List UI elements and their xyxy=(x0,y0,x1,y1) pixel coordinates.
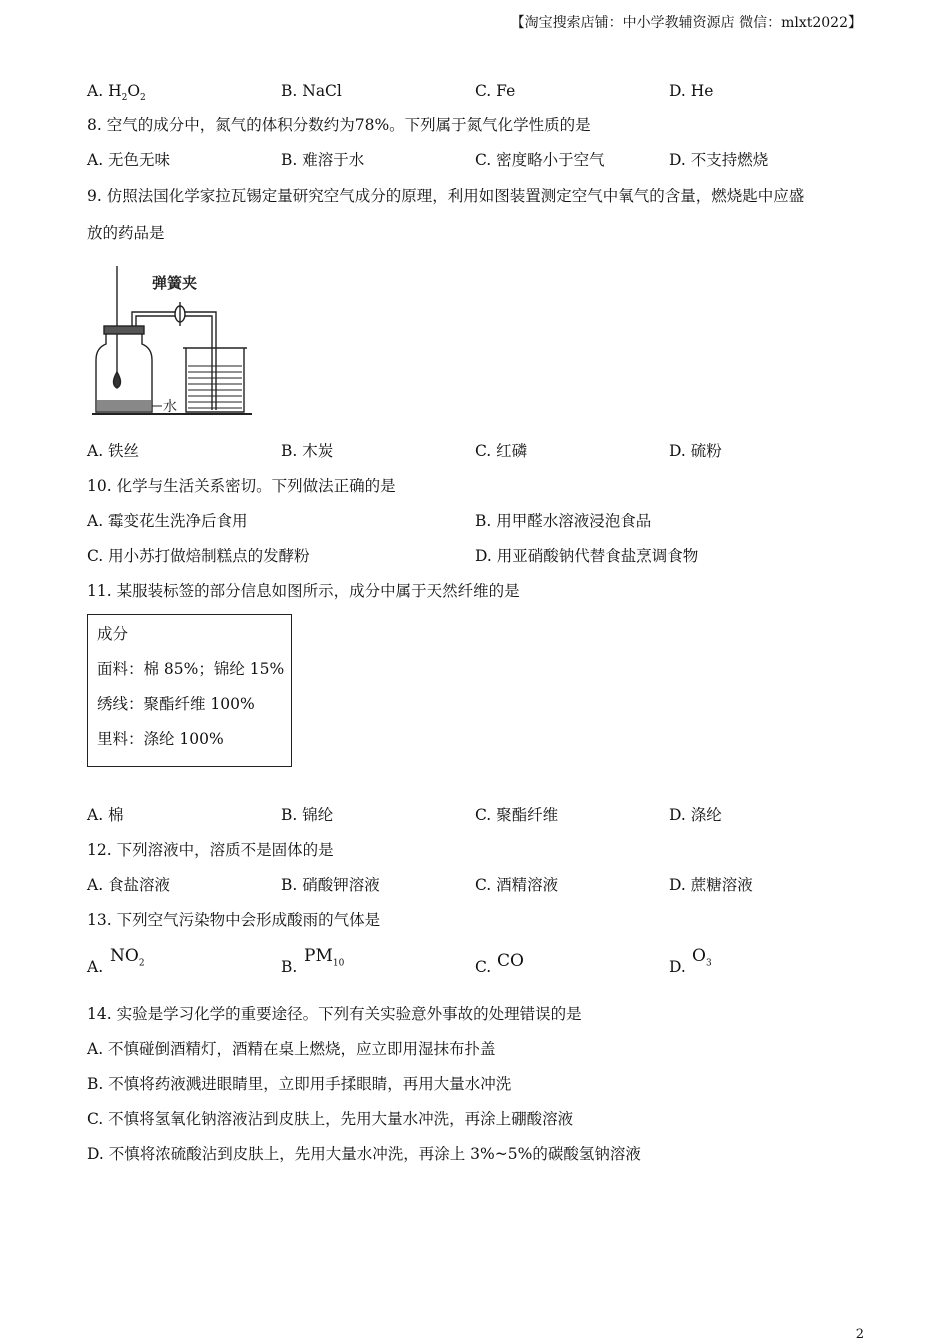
option-text: Fe xyxy=(496,82,516,100)
q7-option-b xyxy=(281,84,342,100)
q13-option-a-formula xyxy=(110,948,145,968)
q11-option-d: D. 涤纶 xyxy=(669,806,722,824)
q9-stem-line2: 放的药品是 xyxy=(87,224,165,242)
option-letter: B. xyxy=(281,82,303,100)
spoon-cup xyxy=(114,372,121,388)
label-thread: 绣线：聚酯纤维 100% xyxy=(97,695,255,713)
q11-option-a: A. 棉 xyxy=(87,806,124,824)
formula-sub: 10 xyxy=(332,958,345,969)
q8-option-d: D. 不支持燃烧 xyxy=(669,151,769,169)
q7-option-d xyxy=(669,84,713,100)
formula-base: O xyxy=(692,946,706,966)
q8-option-a: A. 无色无味 xyxy=(87,151,171,169)
label-lining: 里料：涤纶 100% xyxy=(97,730,224,748)
subscript-2: 2 xyxy=(121,93,128,104)
q10-option-c: C. 用小苏打做焙制糕点的发酵粉 xyxy=(87,547,310,565)
option-letter: C. xyxy=(475,82,497,100)
q10-option-b: B. 用甲醛水溶液浸泡食品 xyxy=(475,512,652,530)
header-watermark: 【淘宝搜索店铺：中小学教辅资源店 微信：mlxt2022】 xyxy=(510,15,862,31)
q9-option-c: C. 红磷 xyxy=(475,442,528,460)
formula-h: H xyxy=(108,82,122,100)
q7-option-c xyxy=(475,84,515,100)
q8-option-c: C. 密度略小于空气 xyxy=(475,151,605,169)
q12-option-c: C. 酒精溶液 xyxy=(475,876,559,894)
q13-option-c-letter: C. xyxy=(475,958,492,976)
page-number: 2 xyxy=(855,1327,864,1342)
option-letter: A. xyxy=(87,82,109,100)
q14-stem: 14. 实验是学习化学的重要途径。下列有关实验意外事故的处理错误的是 xyxy=(87,1005,582,1023)
water-label: 水 xyxy=(163,399,177,415)
q14-option-c: C. 不慎将氢氧化钠溶液沾到皮肤上，先用大量水冲洗，再涂上硼酸溶液 xyxy=(87,1110,574,1128)
q11-option-b: B. 锦纶 xyxy=(281,806,334,824)
q9-option-d: D. 硫粉 xyxy=(669,442,722,460)
option-text: He xyxy=(690,82,714,100)
formula-sub: 2 xyxy=(138,958,145,969)
q7-option-a xyxy=(87,84,146,103)
option-text: NaCl xyxy=(302,82,342,100)
q12-option-b: B. 硝酸钾溶液 xyxy=(281,876,380,894)
q8-stem: 8. 空气的成分中，氮气的体积分数约为78%。下列属于氮气化学性质的是 xyxy=(87,116,591,134)
stopper xyxy=(104,326,144,334)
q12-stem: 12. 下列溶液中，溶质不是固体的是 xyxy=(87,841,334,859)
formula-sub: 3 xyxy=(705,958,712,969)
option-letter: D. xyxy=(669,82,691,100)
q10-option-a: A. 霉变花生洗净后食用 xyxy=(87,512,248,530)
q10-option-d: D. 用亚硝酸钠代替食盐烹调食物 xyxy=(475,547,699,565)
q12-option-d: D. 蔗糖溶液 xyxy=(669,876,753,894)
formula-o: O xyxy=(127,82,141,100)
q13-option-b-formula xyxy=(304,948,344,968)
clamp-label: 弹簧夹 xyxy=(152,274,198,292)
q9-option-a: A. 铁丝 xyxy=(87,442,140,460)
q11-option-c: C. 聚酯纤维 xyxy=(475,806,559,824)
q9-option-b: B. 木炭 xyxy=(281,442,334,460)
subscript-2: 2 xyxy=(140,93,146,104)
q11-stem: 11. 某服装标签的部分信息如图所示，成分中属于天然纤维的是 xyxy=(87,582,520,600)
q13-option-a-letter: A. xyxy=(87,958,104,976)
q10-stem: 10. 化学与生活关系密切。下列做法正确的是 xyxy=(87,477,396,495)
q9-stem-line1: 9. 仿照法国化学家拉瓦锡定量研究空气成分的原理，利用如图装置测定空气中氧气的含量，燃烧匙中应盛 xyxy=(87,187,805,205)
label-fabric: 面料：棉 85%；锦纶 15% xyxy=(97,660,285,678)
q13-stem: 13. 下列空气污染物中会形成酸雨的气体是 xyxy=(87,911,381,929)
q13-option-d-letter: D. xyxy=(669,958,686,976)
q13-option-d-formula xyxy=(692,948,712,968)
q8-option-b: B. 难溶于水 xyxy=(281,151,365,169)
q13-option-b-letter: B. xyxy=(281,958,298,976)
q14-option-b: B. 不慎将药液溅进眼睛里，立即用手揉眼睛，再用大量水冲洗 xyxy=(87,1075,512,1093)
q13-option-c-formula: CO xyxy=(497,951,524,971)
q14-option-d: D. 不慎将浓硫酸沾到皮肤上，先用大量水冲洗，再涂上 3%~5%的碳酸氢钠溶液 xyxy=(87,1145,641,1163)
q14-option-a: A. 不慎碰倒酒精灯，酒精在桌上燃烧，应立即用湿抹布扑盖 xyxy=(87,1040,496,1058)
formula-base: NO xyxy=(110,946,139,966)
oxygen-apparatus-figure xyxy=(88,262,258,420)
bottle-water xyxy=(97,400,151,411)
clothing-label-box xyxy=(87,614,292,767)
q12-option-a: A. 食盐溶液 xyxy=(87,876,171,894)
label-title: 成分 xyxy=(97,625,129,643)
formula-base: PM xyxy=(304,946,333,966)
